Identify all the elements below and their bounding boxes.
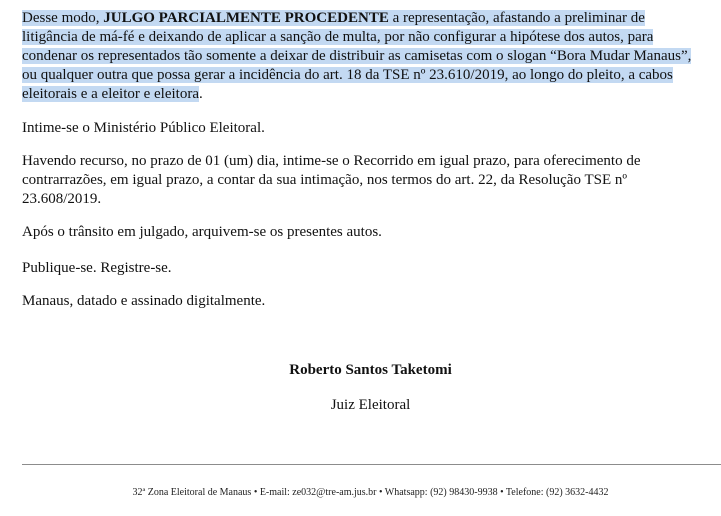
- decision-verdict-text: JULGO PARCIALMENTE PROCEDENTE: [103, 10, 389, 26]
- publish-paragraph: Publique-se. Registre-se.: [22, 260, 172, 276]
- decision-body-text: a representação, afastando a preliminar de litigância de má-fé e deixando de aplicar a sanção de multa, por não configurar a hipótese dos autos, para condenar os representados tão somente a deixar de distribuir as camisetas com o slogan “Bora Mudar Manaus”, ou qualquer outra que possa gerar a incidência do art. 18 da TSE nº 23.610/2019, ao longo do pleito, a cabos eleitorais e a eleitor e eleitora: [22, 10, 692, 102]
- appeal-paragraph: Havendo recurso, no prazo de 01 (um) dia, intime-se o Recorrido em igual prazo, para oferecimento de contrarrazões, em igual prazo, a contar da sua intimação, nos termos do art. 22, da Resolução TSE nº 23.608/2019.: [22, 153, 641, 207]
- signatory-role: Juiz Eleitoral: [330, 397, 411, 413]
- signatory-name: Roberto Santos Taketomi: [289, 362, 452, 378]
- selected-text-highlight[interactable]: [22, 10, 691, 102]
- decision-paragraph[interactable]: [22, 9, 698, 104]
- date-place-paragraph: Manaus, datado e assinado digitalmente.: [22, 293, 266, 309]
- footer-contact-info: 32ª Zona Eleitoral de Manaus • E-mail: ze032@tre-am.jus.br • Whatsapp: (92) 98430-9938 • Telefone: (92) 3632-4432: [132, 487, 609, 498]
- archive-paragraph: Após o trânsito em julgado, arquivem-se os presentes autos.: [22, 224, 382, 240]
- footer-divider: [22, 464, 721, 465]
- decision-final-period: .: [198, 86, 203, 102]
- decision-lead-text: Desse modo,: [22, 10, 104, 26]
- ministry-notice-paragraph: Intime-se o Ministério Público Eleitoral.: [22, 120, 265, 136]
